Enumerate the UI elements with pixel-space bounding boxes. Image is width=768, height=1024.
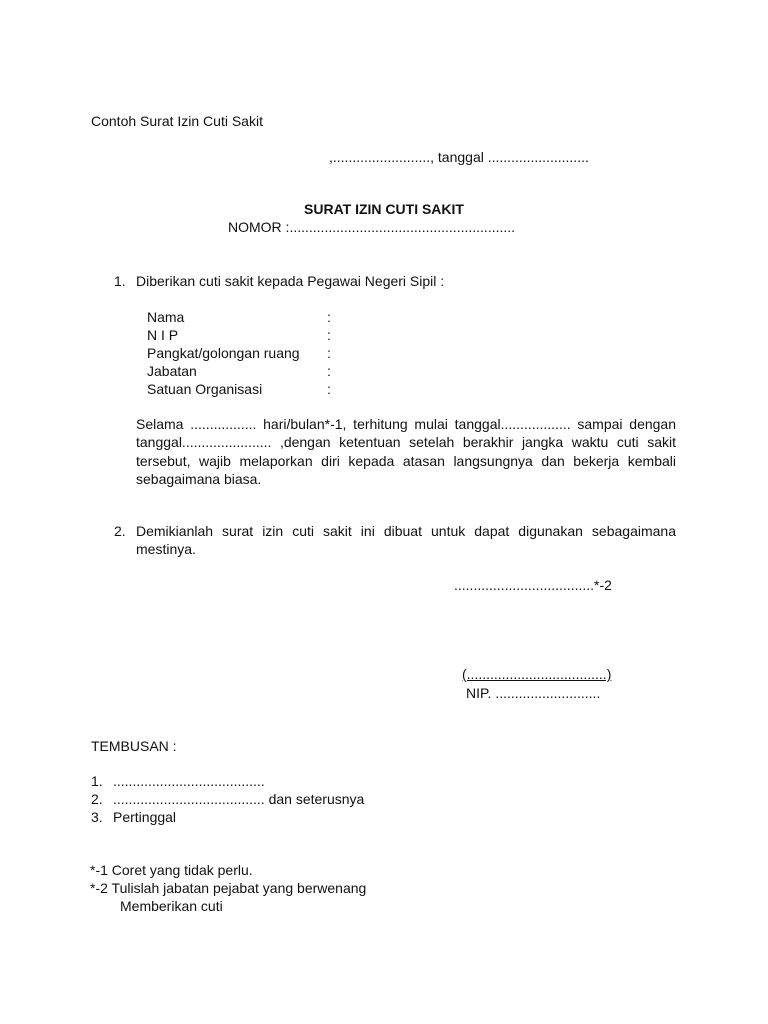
item-2-text: Demikianlah surat izin cuti sakit ini dibuat untuk dapat digunakan sebagaimana mestinya.	[136, 523, 676, 558]
field-separator: :	[327, 381, 331, 397]
copies-item-text: ....................................... dan seterusnya	[113, 791, 365, 807]
copies-item-number: 1.	[91, 773, 103, 789]
field-label-satuan-organisasi: Satuan Organisasi	[147, 381, 263, 397]
copies-item-text: .......................................	[113, 773, 265, 789]
field-label-nip: N I P	[147, 327, 179, 343]
document-heading: Contoh Surat Izin Cuti Sakit	[91, 113, 263, 129]
place-date-line: ,........................., tanggal ..........................	[329, 149, 589, 165]
letter-title: SURAT IZIN CUTI SAKIT	[304, 201, 464, 217]
item-1-text: Diberikan cuti sakit kepada Pegawai Negeri Sipil :	[136, 273, 445, 289]
signatory-name: (....................................)	[462, 666, 612, 682]
item-1-number: 1.	[114, 273, 126, 289]
leave-duration-paragraph: Selama ................. hari/bulan*-1, terhitung mulai tanggal.................. sampai dengan tanggal....................... ,dengan ketentuan setelah berakhir jangka waktu cuti sakit tersebut, wajib melaporkan diri kepada atasan langsungnya dan bekerja kembali sebagaimana biasa.	[136, 416, 676, 487]
footnote-2-continuation: Memberikan cuti	[120, 898, 223, 914]
copies-item-number: 2.	[91, 791, 103, 807]
field-separator: :	[327, 363, 331, 379]
item-2-number: 2.	[114, 523, 126, 539]
copies-item-text: Pertinggal	[113, 809, 177, 825]
copies-item-number: 3.	[91, 809, 103, 825]
field-separator: :	[327, 345, 331, 361]
footnote-2: *-2 Tulislah jabatan pejabat yang berwenang	[90, 880, 367, 896]
copies-heading: TEMBUSAN :	[91, 738, 177, 754]
field-label-jabatan: Jabatan	[147, 363, 197, 379]
field-label-pangkat: Pangkat/golongan ruang	[147, 345, 300, 361]
signatory-nip: NIP. ...........................	[466, 685, 601, 701]
signatory-position: ....................................*-2	[454, 577, 612, 593]
footnote-1: *-1 Coret yang tidak perlu.	[90, 862, 253, 878]
field-separator: :	[327, 309, 331, 325]
field-label-nama: Nama	[147, 309, 185, 325]
field-separator: :	[327, 327, 331, 343]
letter-number: NOMOR :..........................................................	[228, 219, 516, 235]
